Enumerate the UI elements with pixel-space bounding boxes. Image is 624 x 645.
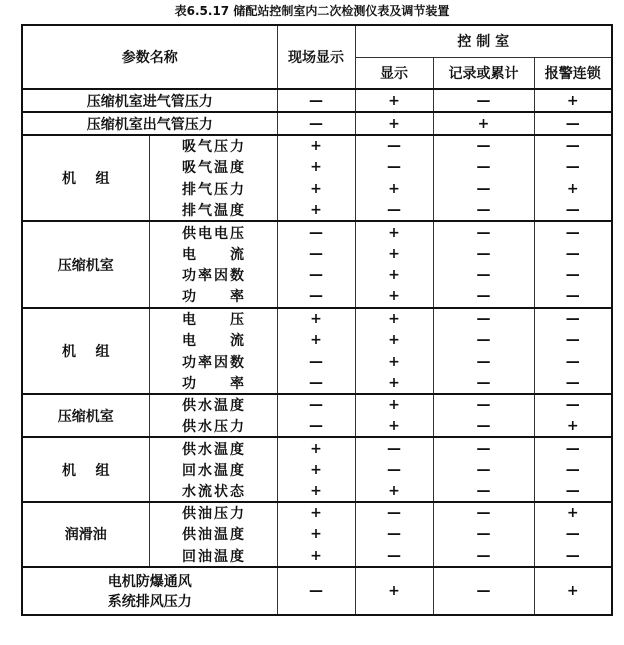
value-cell: —: [534, 112, 612, 135]
table-row: [22, 502, 612, 524]
group-label: 机 组: [22, 135, 149, 221]
table-title: 表6.5.17 储配站控制室内二次检测仪表及调节装置: [174, 4, 450, 18]
row-label-line1: 电机防爆通风: [107, 573, 192, 590]
value-cell: +: [433, 112, 534, 135]
value-cell: +: [277, 329, 355, 351]
sub-param-label: [149, 265, 277, 287]
value-cell: —: [277, 89, 355, 112]
value-cell: —: [433, 373, 534, 395]
sub-param-text: 供电电压: [182, 225, 244, 242]
value-cell: +: [355, 308, 433, 330]
sub-param-text: 回水温度: [182, 462, 244, 479]
value-cell: +: [277, 437, 355, 459]
sub-param-text: 排气压力: [182, 181, 244, 198]
value-cell: —: [433, 394, 534, 416]
sub-param-label: [149, 481, 277, 503]
value-cell: +: [277, 178, 355, 200]
value-cell: —: [277, 112, 355, 135]
sub-param-label: [149, 200, 277, 222]
sub-param-label: [149, 308, 277, 330]
value-cell: —: [355, 437, 433, 459]
header-alarm-interlock: 报警连锁: [534, 57, 612, 89]
value-cell: +: [355, 416, 433, 438]
sub-param-text: 供水温度: [182, 441, 244, 458]
value-cell: +: [277, 200, 355, 222]
group-label: 润滑油: [22, 502, 149, 567]
value-cell: —: [534, 437, 612, 459]
value-cell: —: [277, 416, 355, 438]
value-cell: —: [534, 394, 612, 416]
sub-param-text: 供水温度: [182, 398, 244, 415]
sub-param-label: [149, 394, 277, 416]
value-cell: —: [433, 89, 534, 112]
value-cell: —: [534, 524, 612, 546]
value-cell: —: [534, 135, 612, 157]
value-cell: +: [355, 329, 433, 351]
sub-param-label: [149, 545, 277, 567]
value-cell: —: [433, 221, 534, 243]
value-cell: —: [433, 200, 534, 222]
sub-param-text: 排气温度: [182, 203, 244, 220]
value-cell: +: [277, 135, 355, 157]
group-label: 机 组: [22, 437, 149, 502]
value-cell: +: [355, 567, 433, 615]
value-cell: —: [433, 416, 534, 438]
value-cell: +: [355, 221, 433, 243]
value-cell: +: [277, 157, 355, 179]
sub-param-text: 功率因数: [182, 268, 244, 285]
value-cell: —: [355, 157, 433, 179]
sub-param-label: [149, 373, 277, 395]
value-cell: +: [534, 567, 612, 615]
table-row: [22, 308, 612, 330]
sub-param-text: 吸气压力: [182, 139, 244, 156]
sub-param-label: [149, 459, 277, 481]
value-cell: —: [355, 524, 433, 546]
sub-param-label: [149, 416, 277, 438]
sub-param-label: [149, 437, 277, 459]
value-cell: +: [534, 178, 612, 200]
value-cell: —: [534, 308, 612, 330]
table-row: [22, 394, 612, 416]
value-cell: —: [277, 394, 355, 416]
value-cell: —: [433, 567, 534, 615]
sub-param-text: 电压: [182, 312, 244, 329]
value-cell: +: [277, 524, 355, 546]
value-cell: —: [534, 481, 612, 503]
sub-param-text: 电流: [182, 246, 244, 263]
value-cell: —: [433, 437, 534, 459]
sub-param-label: [149, 286, 277, 308]
sub-param-label: [149, 157, 277, 179]
value-cell: +: [355, 265, 433, 287]
sub-param-text: 功率: [182, 375, 244, 392]
value-cell: —: [534, 243, 612, 265]
group-label: 机 组: [22, 308, 149, 394]
value-cell: —: [355, 459, 433, 481]
table-row: [22, 135, 612, 157]
row-label-line2: 系统排风压力: [107, 593, 192, 610]
row-label: 压缩机室出气管压力: [22, 112, 277, 135]
sub-param-label: [149, 502, 277, 524]
sub-param-label: [149, 351, 277, 373]
row-label: [22, 567, 277, 615]
value-cell: —: [433, 265, 534, 287]
sub-param-text: 供油压力: [182, 506, 244, 523]
sub-param-text: 回油温度: [182, 548, 244, 565]
value-cell: +: [355, 351, 433, 373]
value-cell: —: [355, 502, 433, 524]
value-cell: +: [534, 416, 612, 438]
value-cell: +: [355, 373, 433, 395]
row-label: 压缩机室进气管压力: [22, 89, 277, 112]
value-cell: —: [433, 135, 534, 157]
value-cell: +: [355, 394, 433, 416]
sub-param-label: [149, 329, 277, 351]
sub-param-label: [149, 178, 277, 200]
sub-param-text: 水流状态: [182, 483, 244, 500]
sub-param-label: [149, 135, 277, 157]
value-cell: —: [433, 545, 534, 567]
value-cell: —: [534, 459, 612, 481]
header-record-or-total: 记录或累计: [433, 57, 534, 89]
value-cell: —: [534, 265, 612, 287]
value-cell: —: [355, 135, 433, 157]
value-cell: +: [355, 286, 433, 308]
value-cell: —: [534, 329, 612, 351]
value-cell: —: [277, 567, 355, 615]
sub-param-text: 吸气温度: [182, 160, 244, 177]
header-param-name: 参数名称: [22, 25, 277, 89]
value-cell: —: [534, 351, 612, 373]
sub-param-text: 供水压力: [182, 419, 244, 436]
sub-param-label: [149, 243, 277, 265]
value-cell: —: [433, 524, 534, 546]
value-cell: —: [534, 373, 612, 395]
value-cell: +: [277, 545, 355, 567]
value-cell: —: [433, 243, 534, 265]
value-cell: —: [433, 178, 534, 200]
value-cell: +: [534, 502, 612, 524]
value-cell: +: [355, 243, 433, 265]
sub-param-label: [149, 221, 277, 243]
value-cell: —: [433, 459, 534, 481]
table-row: [22, 89, 612, 112]
value-cell: +: [534, 89, 612, 112]
value-cell: +: [355, 178, 433, 200]
value-cell: —: [433, 502, 534, 524]
value-cell: —: [277, 286, 355, 308]
value-cell: +: [277, 481, 355, 503]
value-cell: +: [277, 308, 355, 330]
value-cell: —: [277, 221, 355, 243]
value-cell: +: [277, 502, 355, 524]
sub-param-text: 功率: [182, 289, 244, 306]
group-label: 压缩机室: [22, 394, 149, 437]
value-cell: —: [433, 308, 534, 330]
value-cell: —: [277, 351, 355, 373]
header-control-room: 控 制 室: [355, 25, 612, 57]
value-cell: —: [534, 221, 612, 243]
value-cell: —: [355, 545, 433, 567]
instrument-table: [21, 24, 613, 616]
value-cell: +: [277, 459, 355, 481]
table-row: [22, 567, 612, 615]
sub-param-text: 功率因数: [182, 354, 244, 371]
sub-param-text: 电流: [182, 333, 244, 350]
table-row: [22, 112, 612, 135]
value-cell: —: [355, 200, 433, 222]
sub-param-label: [149, 524, 277, 546]
value-cell: —: [433, 351, 534, 373]
value-cell: —: [534, 200, 612, 222]
value-cell: —: [277, 265, 355, 287]
value-cell: +: [355, 481, 433, 503]
value-cell: —: [433, 329, 534, 351]
header-display: 显示: [355, 57, 433, 89]
value-cell: —: [277, 243, 355, 265]
sub-param-text: 供油温度: [182, 527, 244, 544]
value-cell: —: [433, 481, 534, 503]
value-cell: +: [355, 89, 433, 112]
table-row: [22, 437, 612, 459]
table-row: [22, 221, 612, 243]
value-cell: —: [277, 373, 355, 395]
value-cell: —: [534, 545, 612, 567]
header-onsite-display: 现场显示: [277, 25, 355, 89]
value-cell: —: [534, 157, 612, 179]
value-cell: —: [534, 286, 612, 308]
group-label: 压缩机室: [22, 221, 149, 307]
value-cell: +: [355, 112, 433, 135]
value-cell: —: [433, 286, 534, 308]
value-cell: —: [433, 157, 534, 179]
